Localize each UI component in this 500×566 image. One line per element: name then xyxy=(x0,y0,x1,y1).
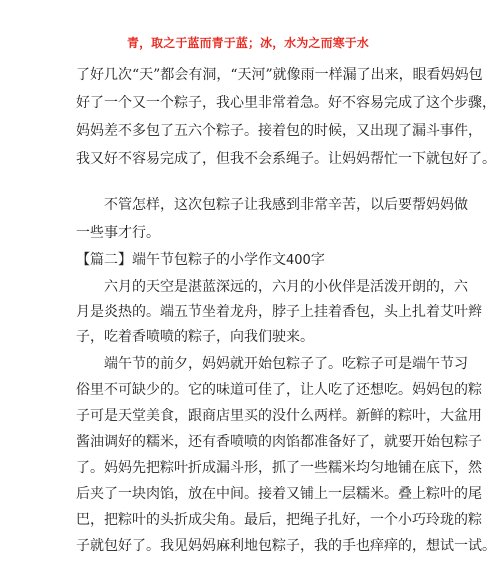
paragraph-1-line-3: 妈妈差不多包了五六个粽子。接着包的时候，又出现了漏斗事件， xyxy=(76,123,482,139)
section-heading-number: 400 xyxy=(286,253,311,268)
paragraph-4-line-4: 酱油调好的糯米，还有香喷喷的肉馅都准备好了，就要开始包粽子 xyxy=(76,434,482,450)
paragraph-4-line-3: 子可是天堂美食，跟商店里买的没什么两样。新鲜的粽叶，大盆用 xyxy=(76,408,482,424)
paragraph-1-line-2: 好了一个又一个粽子，我心里非常着急。好不容易完成了这个步骤， xyxy=(76,95,496,111)
paragraph-4-line-7: 巴，把粽叶的头折成尖角。最后，把绳子扎好，一个小巧玲珑的粽 xyxy=(76,512,482,528)
paragraph-4-line-6: 后夹了一块肉馅，放在中间。接着又铺上一层糯米。叠上粽叶的尾 xyxy=(76,486,482,502)
paragraph-3-line-1: 六月的天空是湛蓝深远的，六月的小伙伴是活泼开朗的，六 xyxy=(104,279,468,295)
paragraph-2-line-2: 一些事才行。 xyxy=(76,225,160,241)
paragraph-1-line-4: 我又好不容易完成了，但我不会系绳子。让妈妈帮忙一下就包好了。 xyxy=(76,151,496,167)
section-heading-suffix: 字 xyxy=(310,252,325,268)
paragraph-1-line-1: 了好几次“天”都会有洞，“天河”就像雨一样漏了出来，眼看妈妈包 xyxy=(76,67,483,83)
section-heading-prefix: 【篇二】端午节包粽子的小学作文 xyxy=(76,252,286,268)
paragraph-2-line-1: 不管怎样，这次包粽子让我感到非常辛苦，以后要帮妈妈做 xyxy=(104,197,468,213)
paragraph-4-line-5: 了。妈妈先把粽叶折成漏斗形，抓了一些糯米均匀地铺在底下，然 xyxy=(76,460,482,476)
paragraph-4-line-8: 子就包好了。我见妈妈麻利地包粽子，我的手也痒痒的，想试一试。 xyxy=(76,538,496,554)
section-heading xyxy=(76,251,325,270)
page-header-motto: 青，取之于蓝而青于蓝；冰，水为之而寒于水 xyxy=(126,36,370,50)
paragraph-4-line-1: 端午节的前夕，妈妈就开始包粽子了。吃粽子可是端午节习 xyxy=(104,356,468,372)
paragraph-4-line-2: 俗里不可缺少的。它的味道可佳了，让人吃了还想吃。妈妈包的粽 xyxy=(76,382,482,398)
paragraph-3-line-3: 子，吃着香喷喷的粽子，向我们驶来。 xyxy=(76,329,314,345)
paragraph-3-line-2: 月是炎热的。端五节坐着龙舟，脖子上挂着香包，头上扎着艾叶辫 xyxy=(76,304,482,320)
